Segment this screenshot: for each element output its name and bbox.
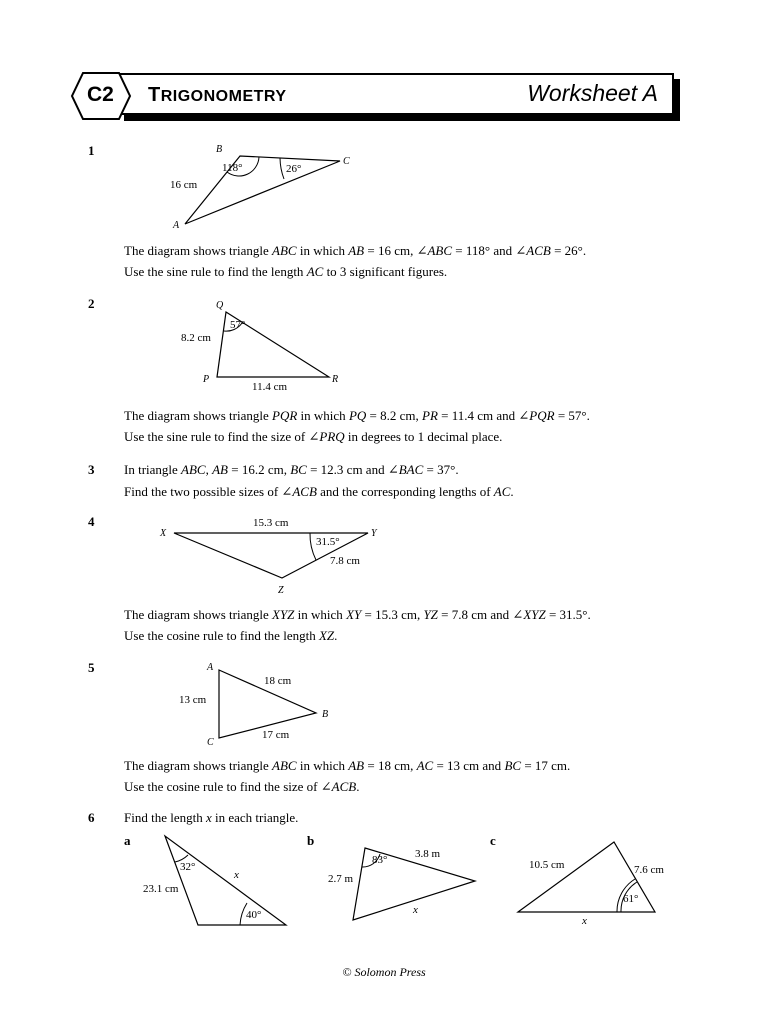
side-label: 10.5 cm [529,859,565,871]
question-5-line-1: The diagram shows triangle ABC in which AB = 18 cm, AC = 13 cm and BC = 17 cm. [124,758,571,773]
vertex-label: Y [371,528,377,539]
vertex-label: B [322,709,329,720]
question-4-diagram [150,512,390,597]
angle-label: 32° [180,861,196,873]
page-title: TRIGONOMETRY [148,84,287,106]
question-6-line-1: Find the length x in each triangle. [124,810,299,825]
question-6-number: 6 [88,810,95,825]
question-2-number: 2 [88,296,95,311]
question-1-line-1: The diagram shows triangle ABC in which AB = 16 cm, ∠ABC = 118° and ∠ACB = 26°. [124,243,587,258]
question-5-line-2: Use the cosine rule to find the size of ∠ACB. [124,779,360,794]
unknown-x-label: x [582,915,587,927]
side-label: 7.6 cm [634,864,664,876]
question-6c-diagram [510,838,685,930]
vertex-label: Q [216,300,224,311]
vertex-label: C [207,737,214,748]
vertex-label: R [332,374,339,385]
side-label: 16 cm [170,179,198,191]
part-b-label: b [307,833,315,848]
question-3-number: 3 [88,462,95,477]
question-4-line-2: Use the cosine rule to find the length XZ. [124,628,338,643]
side-label: 13 cm [179,694,207,706]
side-label: 3.8 m [415,848,441,860]
question-1-diagram [160,140,370,235]
angle-label: 118° [222,162,243,174]
vertex-label: A [207,662,214,673]
angle-label: 31.5° [316,536,340,548]
question-3-line-2: Find the two possible sizes of ∠ACB and the corresponding lengths of AC. [124,484,514,499]
question-2-line-1: The diagram shows triangle PQR in which PQ = 8.2 cm, PR = 11.4 cm and ∠PQR = 57°. [124,408,590,423]
angle-label: 61° [623,893,639,905]
angle-label: 83° [372,854,388,866]
question-2-diagram [176,296,346,396]
question-5-diagram [176,658,346,750]
question-1-line-2: Use the sine rule to find the length AC to 3 significant figures. [124,264,448,279]
vertex-label: P [203,374,210,385]
question-5-number: 5 [88,660,95,675]
question-6a-diagram [140,830,300,930]
question-4-line-1: The diagram shows triangle XYZ in which XY = 15.3 cm, YZ = 7.8 cm and ∠XYZ = 31.5°. [124,607,591,622]
question-6b-diagram [325,843,485,928]
question-2-line-2: Use the sine rule to find the size of ∠PRQ in degrees to 1 decimal place. [124,429,503,444]
question-4-number: 4 [88,514,95,529]
side-label: 18 cm [264,675,292,687]
vertex-label: A [173,220,180,231]
side-label: 7.8 cm [330,555,360,567]
unknown-x-label: x [413,904,418,916]
side-label: 2.7 m [328,873,354,885]
angle-label: 57° [230,319,246,331]
angle-label: 40° [246,909,262,921]
side-label: 8.2 cm [181,332,211,344]
vertex-label: C [343,156,350,167]
side-label: 17 cm [262,729,290,741]
question-3-line-1: In triangle ABC, AB = 16.2 cm, BC = 12.3 cm and ∠BAC = 37°. [124,462,459,477]
side-label: 15.3 cm [253,517,289,529]
side-label: 23.1 cm [143,883,179,895]
vertex-label: X [160,528,167,539]
unknown-x-label: x [234,869,239,881]
vertex-label: Z [278,585,284,596]
part-c-label: c [490,833,496,848]
side-label: 11.4 cm [252,381,288,393]
angle-label: 26° [286,163,302,175]
vertex-label: B [216,144,223,155]
worksheet-label: Worksheet A [527,80,658,106]
part-a-label: a [124,833,131,848]
question-1-number: 1 [88,143,95,158]
chapter-code: C2 [87,83,114,106]
footer-copyright: © Solomon Press [342,965,426,979]
